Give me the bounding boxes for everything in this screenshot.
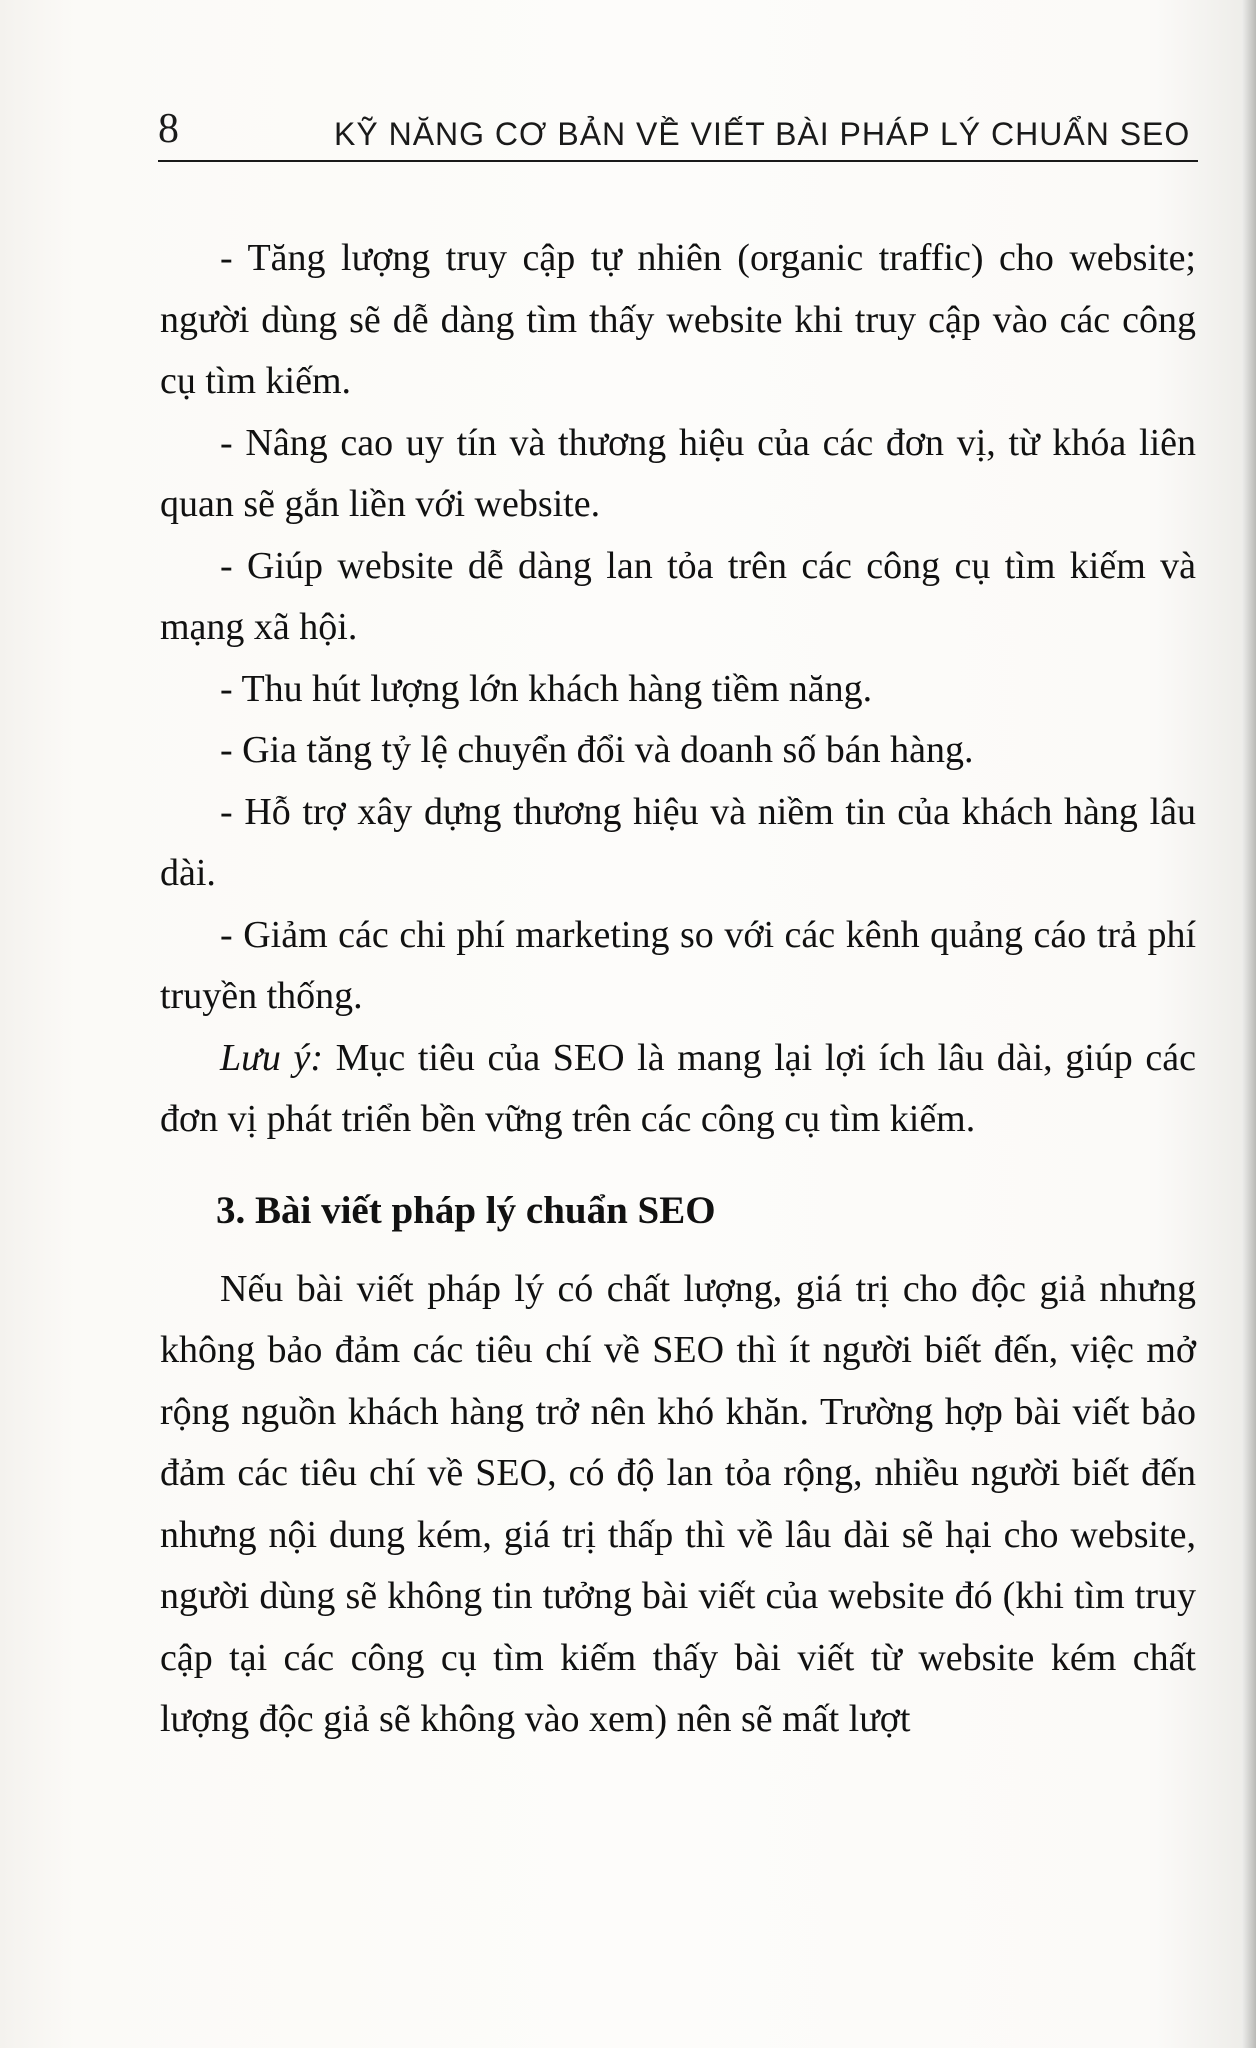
page-edge-shadow [1242, 0, 1256, 2048]
bullet-paragraph: - Tăng lượng truy cập tự nhiên (organic traffic) cho website; người dùng sẽ dễ dàng tìm thấy website khi truy cập vào các công cụ tìm kiếm. [160, 237, 1196, 402]
page-number: 8 [158, 106, 179, 152]
section-paragraph: Nếu bài viết pháp lý có chất lượng, giá trị cho độc giả nhưng không bảo đảm các tiêu chí về SEO thì ít người biết đến, việc mở rộng nguồn khách hàng trở nên khó khăn. Trường hợp bài viết bảo đảm các tiêu chí về SEO, có độ lan tỏa rộng, nhiều người biết đến nhưng nội dung kém, giá trị thấp thì về lâu dài sẽ hại cho website, người dùng sẽ không tin tưởng bài viết của website đó (khi tìm truy cập tại các công cụ tìm kiếm thấy bài viết từ website kém chất lượng độc giả sẽ không vào xem) nên sẽ mất lượt [160, 1267, 1196, 1740]
page-body [160, 228, 1196, 1751]
section-heading: 3. Bài viết pháp lý chuẩn SEO [216, 1188, 716, 1232]
running-title: KỸ NĂNG CƠ BẢN VỀ VIẾT BÀI PHÁP LÝ CHUẨN SEO [334, 116, 1191, 152]
bullet-paragraph: - Giúp website dễ dàng lan tỏa trên các công cụ tìm kiếm và mạng xã hội. [160, 544, 1196, 648]
bullet-paragraph: - Thu hút lượng lớn khách hàng tiềm năng. [220, 667, 873, 710]
page-header [158, 98, 1198, 168]
bullet-paragraph: - Giảm các chi phí marketing so với các kênh quảng cáo trả phí truyền thống. [160, 913, 1196, 1017]
note-text: Mục tiêu của SEO là mang lại lợi ích lâu dài, giúp các đơn vị phát triển bền vững trên các công cụ tìm kiếm. [160, 1036, 1197, 1140]
bullet-paragraph: - Nâng cao uy tín và thương hiệu của các đơn vị, từ khóa liên quan sẽ gắn liền với website. [160, 421, 1196, 525]
bullet-paragraph: - Hỗ trợ xây dựng thương hiệu và niềm tin của khách hàng lâu dài. [160, 790, 1196, 894]
note-label: Lưu ý: [220, 1036, 323, 1079]
bullet-paragraph: - Gia tăng tỷ lệ chuyển đổi và doanh số bán hàng. [220, 729, 974, 771]
note-paragraph [160, 1028, 1196, 1151]
header-rule [158, 160, 1198, 162]
